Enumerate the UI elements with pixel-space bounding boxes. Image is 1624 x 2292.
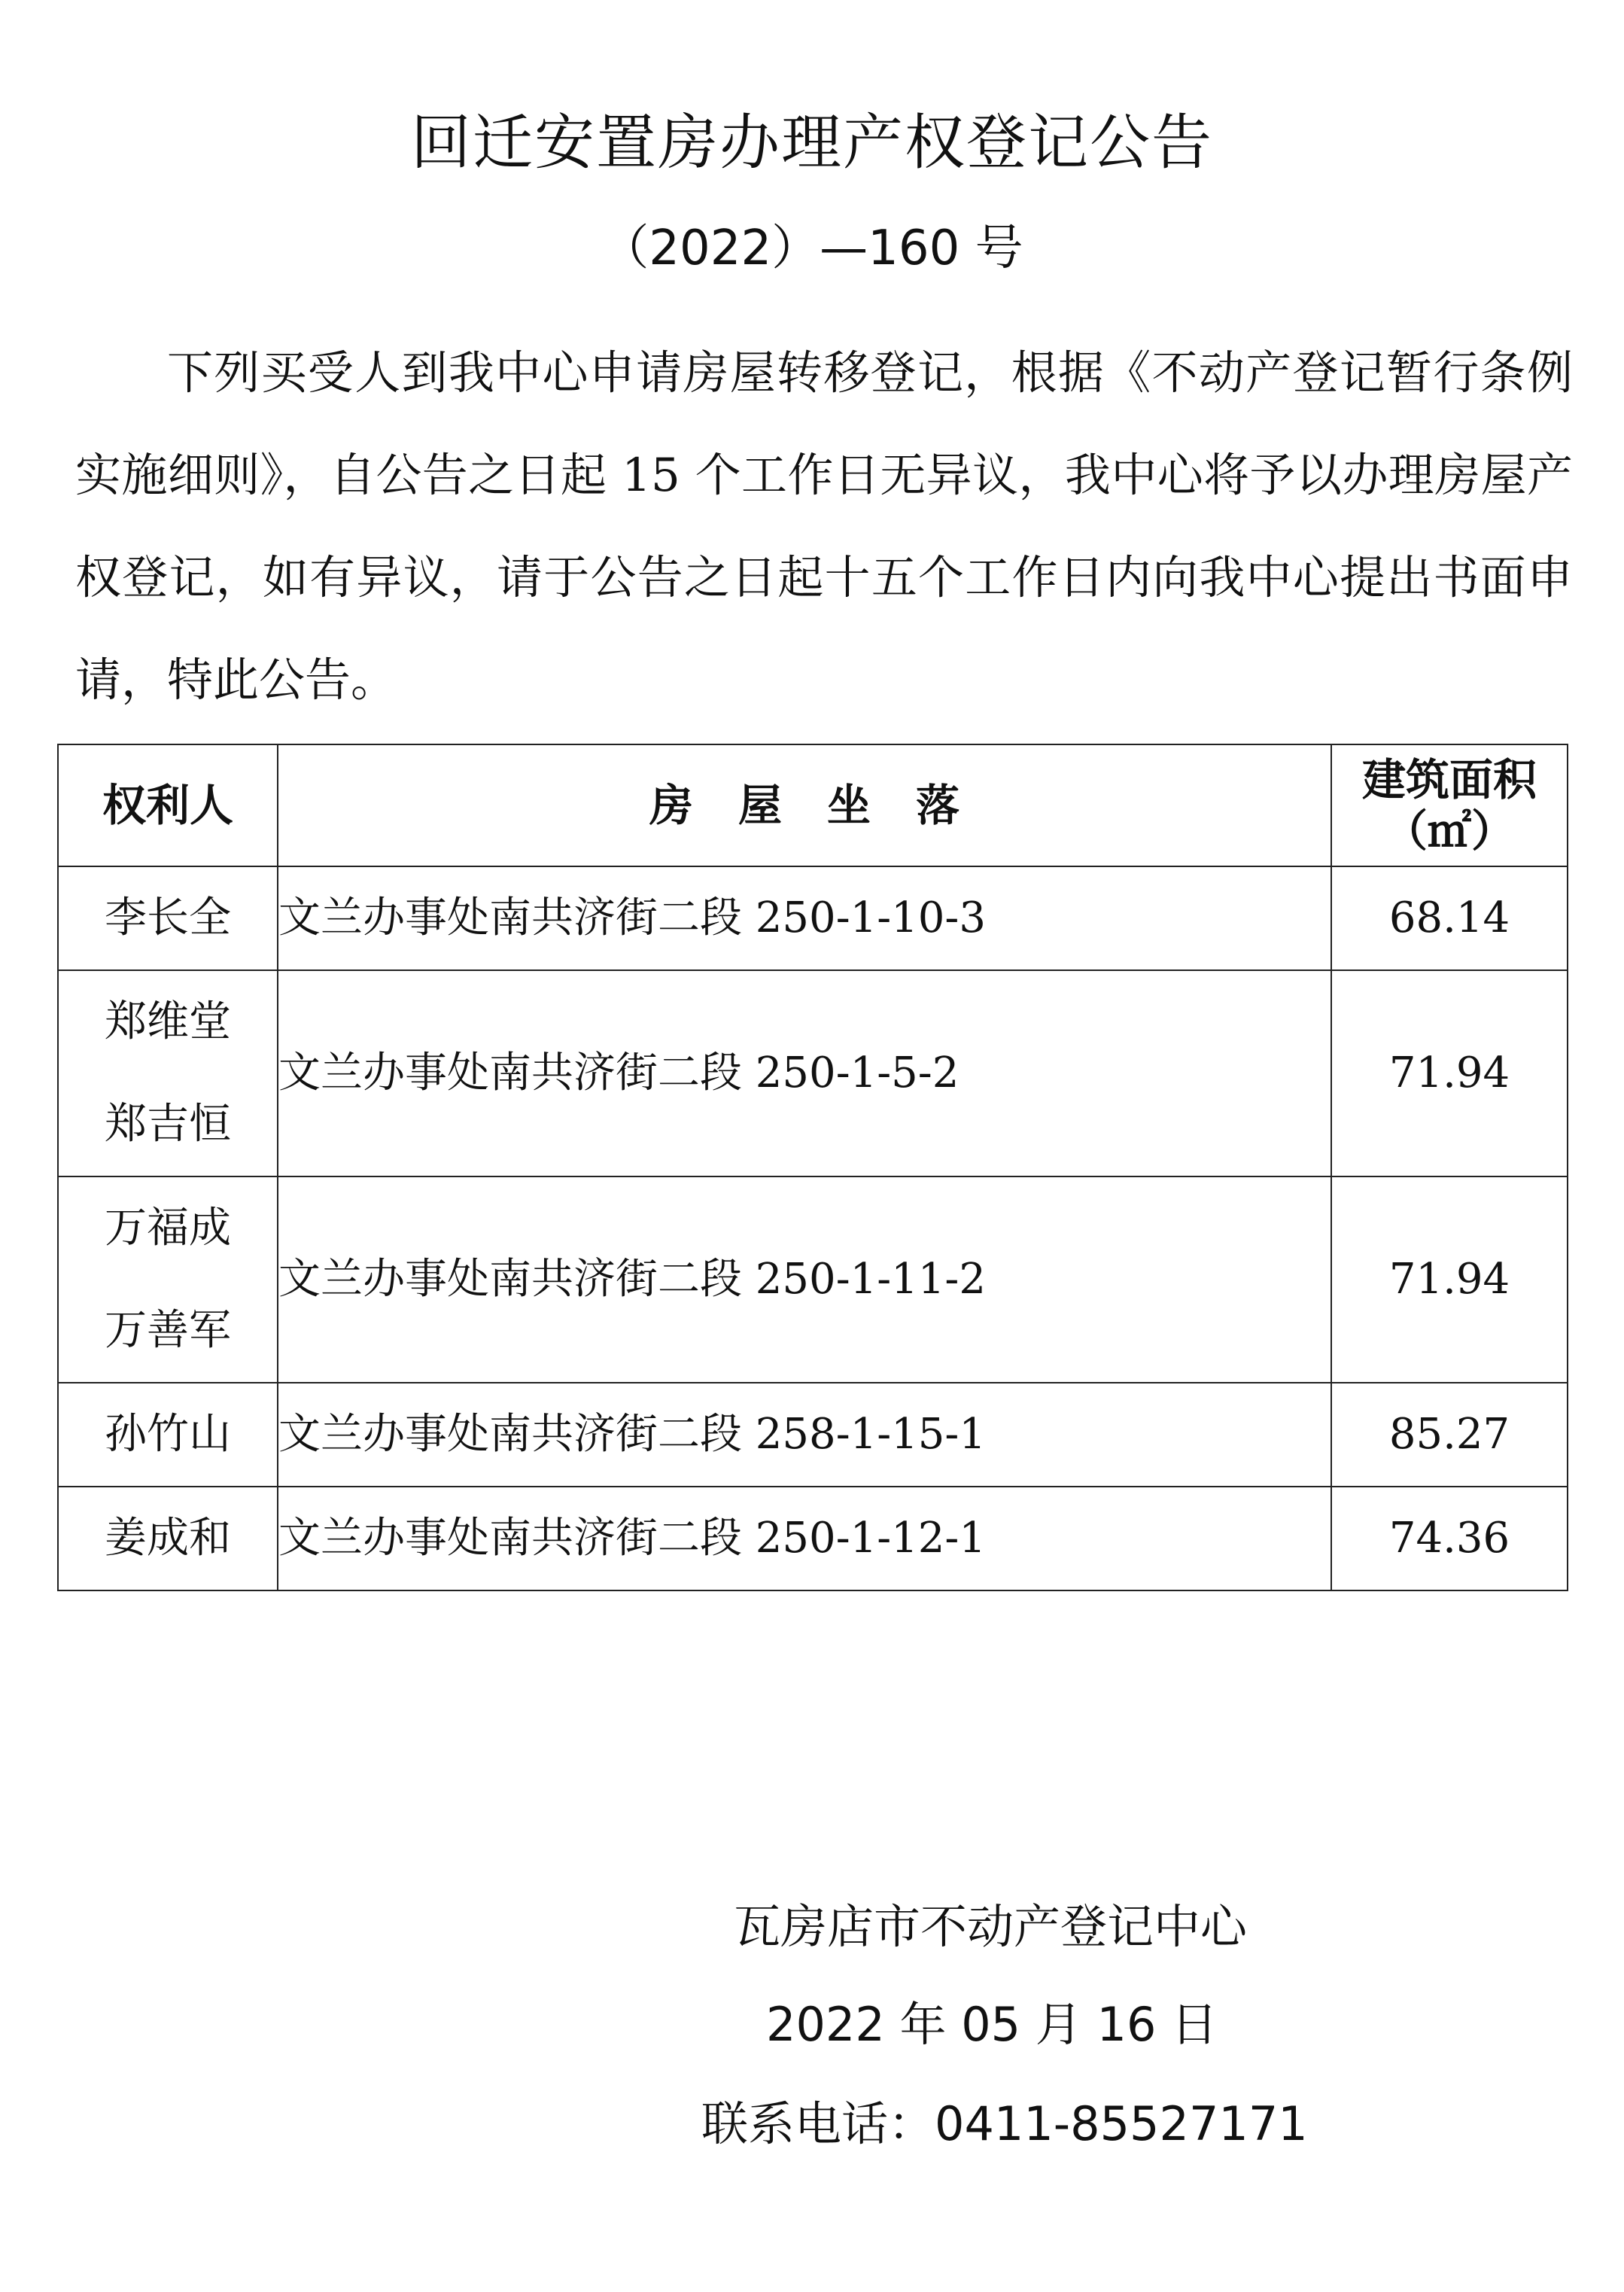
header-owner: 权利人 (58, 744, 278, 866)
location-cell: 文兰办事处南共济街二段 250-1-5-2 (278, 970, 1331, 1176)
header-area-unit: （㎡） (1383, 805, 1515, 857)
owner-name: 郑维堂 (105, 997, 231, 1046)
contact-phone: 联系电话：0411-85527171 (701, 2096, 1308, 2151)
location-cell: 文兰办事处南共济街二段 258-1-15-1 (278, 1383, 1331, 1487)
owner-name: 万福成 (105, 1204, 231, 1253)
owner-name: 李长全 (105, 893, 231, 942)
header-area (1331, 744, 1568, 866)
table-row (58, 970, 1568, 1176)
notice-body: 下列买受人到我中心申请房屋转移登记，根据《不动产登记暂行条例实施细则》，自公告之日起 15 个工作日无异议，我中心将予以办理房屋产权登记，如有异议，请于公告之日起十五个工作日内向我中心提出书面申请，特此公告。 (75, 346, 1573, 707)
owner-cell (58, 1487, 278, 1590)
table-row (58, 1176, 1568, 1383)
notice-title: 回迁安置房办理产权登记公告 (411, 108, 1213, 178)
location-cell: 文兰办事处南共济街二段 250-1-10-3 (278, 866, 1331, 970)
registration-table (57, 744, 1568, 1591)
owner-name: 孙竹山 (105, 1410, 231, 1459)
header-location: 房屋坐落 (278, 744, 1331, 866)
location-cell: 文兰办事处南共济街二段 250-1-11-2 (278, 1176, 1331, 1383)
location-cell: 文兰办事处南共济街二段 250-1-12-1 (278, 1487, 1331, 1590)
document-number: （2022）—160 号 (601, 221, 1023, 276)
owner-cell (58, 1176, 278, 1383)
owner-name: 姜成和 (105, 1514, 231, 1563)
table-row (58, 1383, 1568, 1487)
area-cell: 74.36 (1331, 1487, 1568, 1590)
owner-cell (58, 866, 278, 970)
table-header-row (58, 744, 1568, 866)
area-cell: 71.94 (1331, 1176, 1568, 1383)
header-area-label: 建筑面积 (1361, 754, 1537, 805)
table-row (58, 1487, 1568, 1590)
issue-date: 2022 年 05 月 16 日 (766, 1997, 1218, 2052)
owner-cell (58, 970, 278, 1176)
owner-name: 万善军 (105, 1306, 231, 1355)
owner-name: 郑吉恒 (105, 1100, 231, 1149)
area-cell: 85.27 (1331, 1383, 1568, 1487)
issuing-organization: 瓦房店市不动产登记中心 (734, 1899, 1248, 1954)
area-cell: 71.94 (1331, 970, 1568, 1176)
table-row (58, 866, 1568, 970)
owner-cell (58, 1383, 278, 1487)
area-cell: 68.14 (1331, 866, 1568, 970)
